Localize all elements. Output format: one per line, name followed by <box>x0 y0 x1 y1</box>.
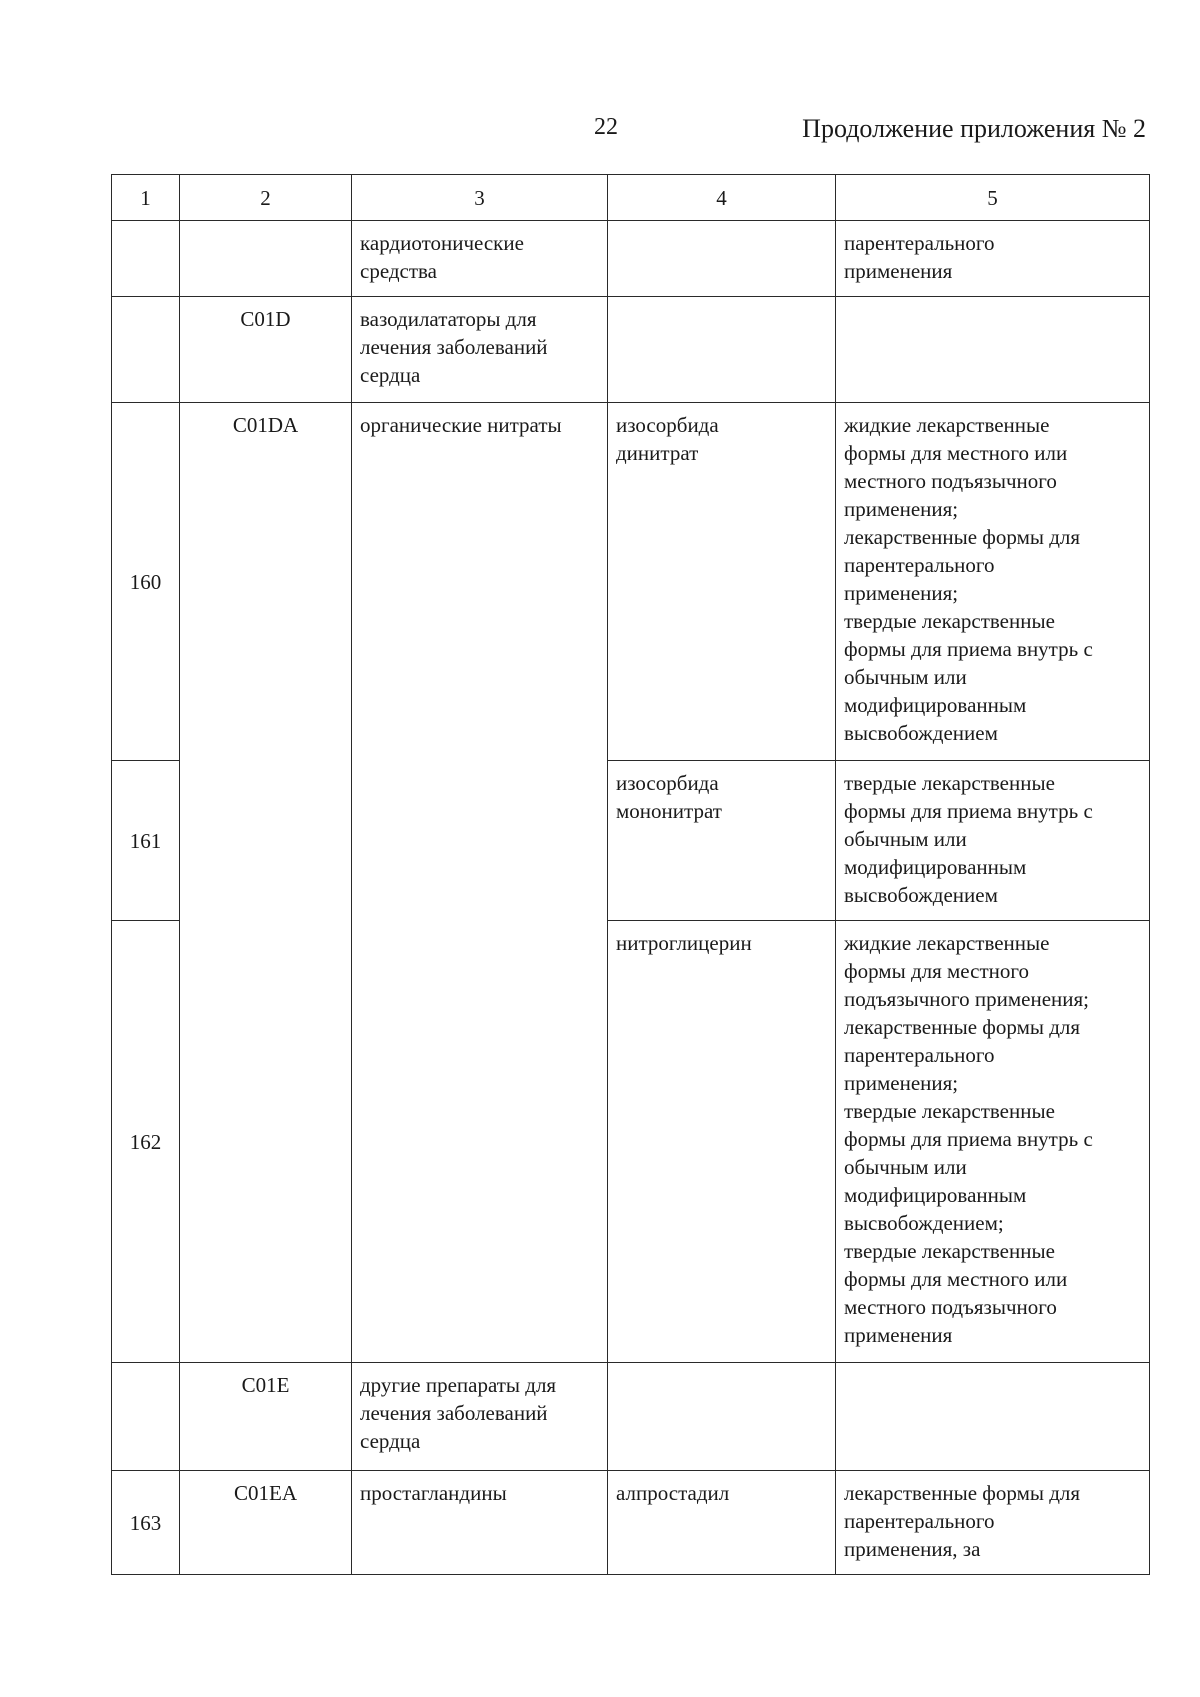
group-name-cell <box>352 403 608 1363</box>
cell-line: применения <box>844 259 953 283</box>
row-number-cell: 161 <box>112 761 180 921</box>
cell-line: сердца <box>360 1429 421 1453</box>
cell-line: лекарственные формы для <box>844 1481 1081 1505</box>
cell-line: обычным или <box>844 1155 967 1179</box>
row-number-cell <box>112 297 180 403</box>
cell-line: модифицированным <box>844 855 1027 879</box>
table-row <box>112 1363 1150 1471</box>
column-number: 5 <box>836 175 1150 221</box>
drug-name-cell <box>608 761 836 921</box>
cell-line: лечения заболеваний <box>360 335 548 359</box>
row-number-cell <box>112 221 180 297</box>
cell-line: динитрат <box>616 441 699 465</box>
cell-line: формы для местного или <box>844 1267 1068 1291</box>
cell-line: жидкие лекарственные <box>844 413 1050 437</box>
cell-line: мононитрат <box>616 799 722 823</box>
cell-line: формы для приема внутрь с <box>844 1127 1093 1151</box>
cell-line: жидкие лекарственные <box>844 931 1050 955</box>
cell-line: изосорбида <box>616 413 719 437</box>
dosage-form-cell <box>836 297 1150 403</box>
row-number-cell: 163 <box>112 1471 180 1575</box>
cell-line: парентерального <box>844 1509 995 1533</box>
row-number-cell: 162 <box>112 921 180 1363</box>
cell-line: твердые лекарственные <box>844 609 1055 633</box>
cell-line: твердые лекарственные <box>844 1239 1055 1263</box>
appendix-continuation-heading: Продолжение приложения № 2 <box>802 114 1146 143</box>
cell-line: применения; <box>844 1071 959 1095</box>
cell-line: формы для приема внутрь с <box>844 637 1093 661</box>
table-row <box>112 297 1150 403</box>
cell-line: нитроглицерин <box>616 931 752 955</box>
cell-line: лечения заболеваний <box>360 1401 548 1425</box>
cell-line: формы для местного или <box>844 441 1068 465</box>
cell-line: модифицированным <box>844 1183 1027 1207</box>
column-number: 4 <box>608 175 836 221</box>
cell-line: другие препараты для <box>360 1373 557 1397</box>
cell-line: твердые лекарственные <box>844 771 1055 795</box>
cell-line: высвобождением <box>844 721 998 745</box>
cell-line: парентерального <box>844 231 995 255</box>
drug-name-cell <box>608 1363 836 1471</box>
cell-line: органические нитраты <box>360 413 562 437</box>
cell-line: применения, за <box>844 1537 981 1561</box>
dosage-form-cell <box>836 921 1150 1363</box>
cell-line: парентерального <box>844 553 995 577</box>
dosage-form-cell <box>836 1471 1150 1575</box>
cell-line: твердые лекарственные <box>844 1099 1055 1123</box>
cell-line: лекарственные формы для <box>844 525 1081 549</box>
group-name-cell <box>352 221 608 297</box>
cell-line: средства <box>360 259 438 283</box>
cell-line: парентерального <box>844 1043 995 1067</box>
cell-line: алпростадил <box>616 1481 730 1505</box>
group-name-cell <box>352 297 608 403</box>
atc-code-cell: C01DA <box>180 403 352 1363</box>
table-row <box>112 221 1150 297</box>
column-number: 1 <box>112 175 180 221</box>
table-row <box>112 1471 1150 1575</box>
atc-code-cell: C01D <box>180 297 352 403</box>
cell-line: кардиотонические <box>360 231 524 255</box>
cell-line: модифицированным <box>844 693 1027 717</box>
column-number-row <box>112 175 1150 221</box>
cell-line: применения; <box>844 581 959 605</box>
drug-name-cell <box>608 1471 836 1575</box>
atc-code-cell: C01EA <box>180 1471 352 1575</box>
atc-code-cell <box>180 221 352 297</box>
cell-line: лекарственные формы для <box>844 1015 1081 1039</box>
row-number-cell <box>112 1363 180 1471</box>
dosage-form-cell <box>836 1363 1150 1471</box>
medication-table <box>111 174 1150 1575</box>
group-name-cell <box>352 1363 608 1471</box>
dosage-form-cell <box>836 761 1150 921</box>
cell-line: простагландины <box>360 1481 507 1505</box>
cell-line: высвобождением; <box>844 1211 1004 1235</box>
cell-line: применения; <box>844 497 959 521</box>
page-number: 22 <box>594 114 618 140</box>
cell-line: местного подъязычного <box>844 1295 1057 1319</box>
atc-code-cell: C01E <box>180 1363 352 1471</box>
cell-line: вазодилататоры для <box>360 307 537 331</box>
cell-line: обычным или <box>844 665 967 689</box>
dosage-form-cell <box>836 221 1150 297</box>
cell-line: высвобождением <box>844 883 998 907</box>
drug-name-cell <box>608 921 836 1363</box>
drug-name-cell <box>608 297 836 403</box>
cell-line: изосорбида <box>616 771 719 795</box>
column-number: 2 <box>180 175 352 221</box>
cell-line: формы для местного <box>844 959 1029 983</box>
table-row <box>112 403 1150 761</box>
cell-line: сердца <box>360 363 421 387</box>
cell-line: местного подъязычного <box>844 469 1057 493</box>
cell-line: формы для приема внутрь с <box>844 799 1093 823</box>
drug-name-cell <box>608 403 836 761</box>
cell-line: подъязычного применения; <box>844 987 1089 1011</box>
group-name-cell <box>352 1471 608 1575</box>
cell-line: применения <box>844 1323 953 1347</box>
dosage-form-cell <box>836 403 1150 761</box>
column-number: 3 <box>352 175 608 221</box>
row-number-cell: 160 <box>112 403 180 761</box>
cell-line: обычным или <box>844 827 967 851</box>
drug-name-cell <box>608 221 836 297</box>
